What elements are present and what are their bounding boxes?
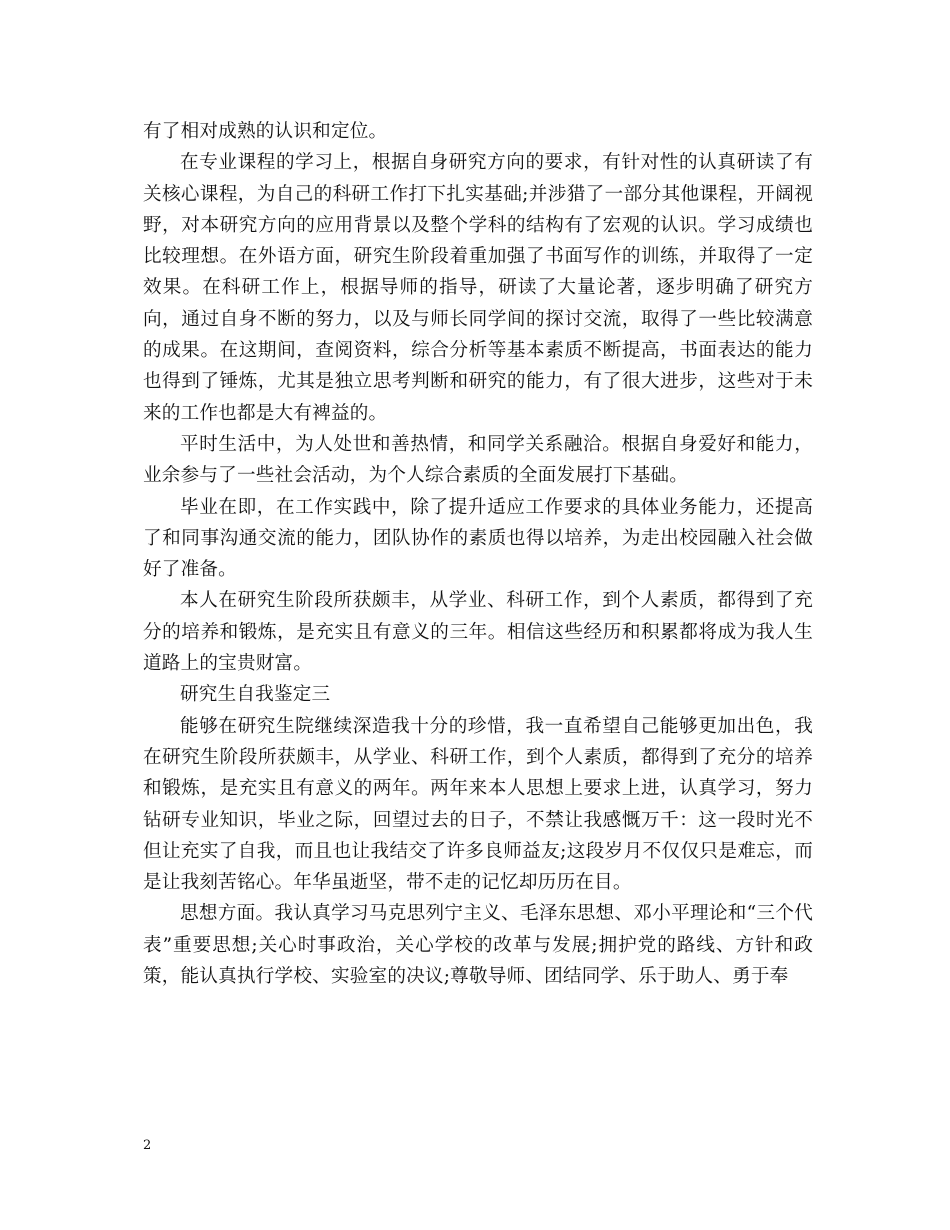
paragraph-2: 在专业课程的学习上，根据自身研究方向的要求，有针对性的认真研读了有关核心课程，为自己的科研工作打下扎实基础;并涉猎了一部分其他课程，开阔视野，对本研究方向的应用背景以及整个学科的结构有了宏观的认识。学习成绩也比较理想。在外语方面，研究生阶段着重加强了书面写作的训练，并取得了一定效果。在科研工作上，根据导师的指导，研读了大量论著，逐步明确了研究方向，通过自身不断的努力，以及与师长同学间的探讨交流，取得了一些比较满意的成果。在这期间，查阅资料，综合分析等基本素质不断提高，书面表达的能力也得到了锤炼，尤其是独立思考判断和研究的能力，有了很大进步，这些对于未来的工作也都是大有裨益的。: [143, 152, 813, 424]
document-body: [143, 116, 813, 992]
paragraph-7: 思想方面。我认真学习马克思列宁主义、毛泽东思想、邓小平理论和“三个代表”重要思想;关心时事政治，关心学校的改革与发展;拥护党的路线、方针和政策，能认真执行学校、实验室的决议;尊敬导师、团结同学、乐于助人、勇于奉: [143, 903, 813, 988]
paragraph-6: 能够在研究生院继续深造我十分的珍惜，我一直希望自己能够更加出色，我在研究生阶段所获颇丰，从学业、科研工作，到个人素质，都得到了充分的培养和锻炼，是充实且有意义的两年。两年来本人思想上要求上进，认真学习，努力钻研专业知识，毕业之际，回望过去的日子，不禁让我感慨万千：这一段时光不但让充实了自我，而且也让我结交了许多良师益友;这段岁月不仅仅只是难忘，而是让我刻苦铭心。年华虽逝坚，带不走的记忆却历历在目。: [143, 715, 813, 894]
paragraph-4: 毕业在即，在工作实践中，除了提升适应工作要求的具体业务能力，还提高了和同事沟通交流的能力，团队协作的素质也得以培养，为走出校园融入社会做好了准备。: [143, 496, 813, 581]
page-number: 2: [143, 1138, 152, 1153]
paragraph-1: 有了相对成熟的认识和定位。: [143, 121, 388, 142]
section-heading: 研究生自我鉴定三: [180, 684, 331, 706]
paragraph-3: 平时生活中，为人处世和善热情，和同学关系融洽。根据自身爱好和能力，业余参与了一些社会活动，为个人综合素质的全面发展打下基础。: [143, 433, 813, 487]
paragraph-5: 本人在研究生阶段所获颇丰，从学业、科研工作，到个人素质，都得到了充分的培养和锻炼，是充实且有意义的三年。相信这些经历和积累都将成为我人生道路上的宝贵财富。: [143, 590, 813, 675]
